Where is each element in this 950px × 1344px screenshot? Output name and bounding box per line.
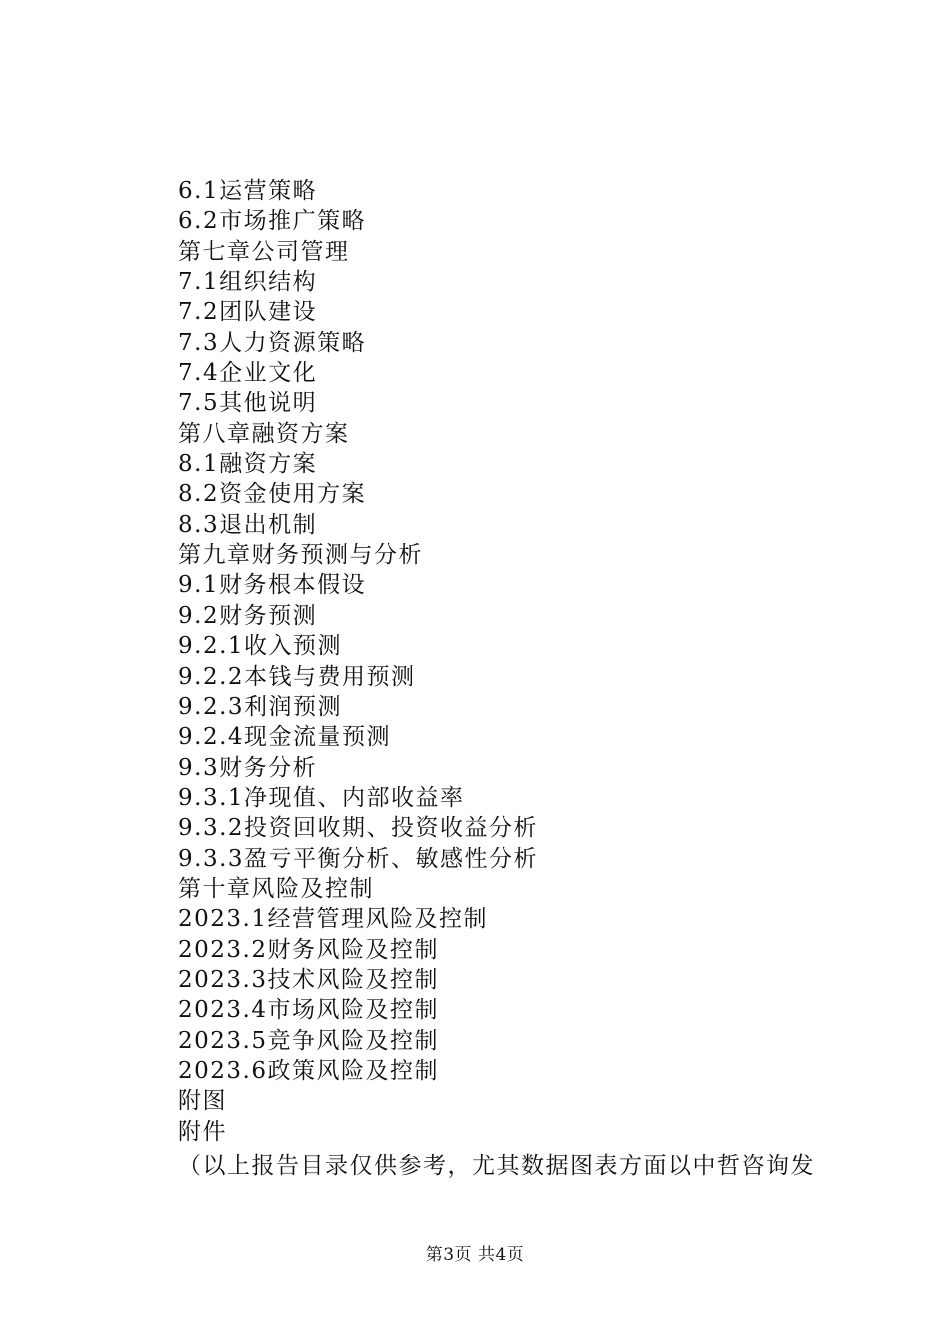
page-footer: 第3页 共4页 bbox=[425, 1245, 525, 1265]
toc-line: 9.2.3利润预测 bbox=[178, 693, 343, 720]
toc-line: 7.1组织结构 bbox=[178, 269, 318, 296]
reference-note: （以上报告目录仅供参考，尤其数据图表方面以中哲咨询发 bbox=[178, 1153, 815, 1179]
toc-line: 9.2.1收入预测 bbox=[178, 633, 343, 660]
toc-line: 6.2市场推广策略 bbox=[178, 208, 367, 235]
toc-line: 7.4企业文化 bbox=[178, 360, 318, 387]
toc-line: 9.2.2本钱与费用预测 bbox=[178, 663, 416, 690]
toc-line: 8.2资金使用方案 bbox=[178, 481, 367, 508]
toc-appendix-figures: 附图 bbox=[178, 1088, 227, 1115]
toc-line: 6.1运营策略 bbox=[178, 178, 318, 204]
toc-line: 9.2财务预测 bbox=[178, 602, 318, 629]
toc-chapter-heading: 第九章财务预测与分析 bbox=[178, 542, 423, 569]
toc-line: 8.3退出机制 bbox=[178, 511, 318, 538]
toc-line: 7.3人力资源策略 bbox=[178, 329, 367, 356]
toc-line: 9.3.2投资回收期、投资收益分析 bbox=[178, 815, 539, 842]
toc-line: 9.1财务根本假设 bbox=[178, 572, 367, 599]
toc-chapter-heading: 第七章公司管理 bbox=[178, 238, 350, 265]
toc-appendix-attachments: 附件 bbox=[178, 1118, 227, 1145]
toc-line: 2023.1经营管理风险及控制 bbox=[178, 906, 488, 933]
toc-line: 7.2团队建设 bbox=[178, 299, 318, 326]
toc-line: 2023.4市场风险及控制 bbox=[178, 997, 439, 1024]
toc-line: 7.5其他说明 bbox=[178, 390, 318, 417]
toc-line: 2023.6政策风险及控制 bbox=[178, 1057, 439, 1084]
toc-line: 2023.5竞争风险及控制 bbox=[178, 1027, 439, 1054]
toc-line: 8.1融资方案 bbox=[178, 451, 318, 478]
toc-line: 9.3.3盈亏平衡分析、敏感性分析 bbox=[178, 845, 539, 872]
toc-line: 9.2.4现金流量预测 bbox=[178, 724, 392, 751]
toc-line: 9.3.1净现值、内部收益率 bbox=[178, 784, 465, 811]
toc-line: 2023.3技术风险及控制 bbox=[178, 966, 439, 993]
table-of-contents bbox=[178, 176, 878, 1147]
toc-line: 9.3财务分析 bbox=[178, 754, 318, 781]
toc-chapter-heading: 第八章融资方案 bbox=[178, 420, 350, 447]
toc-line: 2023.2财务风险及控制 bbox=[178, 936, 439, 963]
toc-chapter-heading: 第十章风险及控制 bbox=[178, 875, 374, 902]
